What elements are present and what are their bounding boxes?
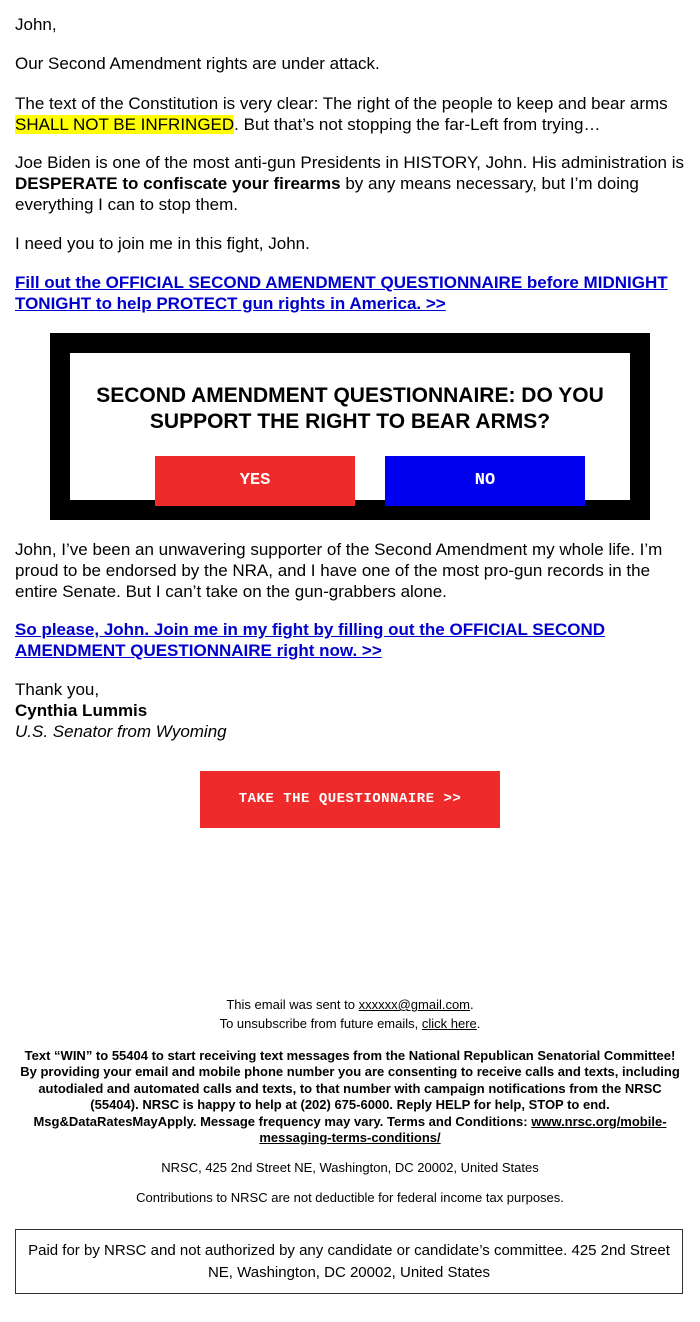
text-notice-body: Text “WIN” to 55404 to start receiving text messages from the National Republican Senatorial Committee! By providing your email and mobile phone number you are consenting to receive calls and texts, including autodialed and automated calls and texts, to that number with campaign notifications from the NRSC (55404). NRSC is happy to help at (202) 675-6000. Reply HELP for help, STOP to end. Msg&DataRatesMayApply. Message frequency may vary. Terms and Conditions: [20, 1048, 680, 1129]
tax-deduction-notice: Contributions to NRSC are not deductible for federal income tax purposes. [136, 1190, 564, 1205]
join-paragraph: I need you to join me in this fight, John. [15, 234, 310, 253]
cta-link-paragraph [15, 272, 685, 314]
biden-text-end: by any means necessary, but I’m doing everything I can to stop them. [15, 174, 639, 214]
constitution-text-end: . But that’s not stopping the far-Left from trying… [234, 115, 601, 134]
closing-text: Thank you, [15, 680, 100, 699]
signer-title: U.S. Senator from Wyoming [15, 722, 227, 741]
no-button[interactable]: NO [385, 456, 585, 506]
take-questionnaire-button[interactable]: TAKE THE QUESTIONNAIRE >> [200, 771, 500, 828]
signer-name: Cynthia Lummis [15, 701, 148, 720]
sent-to-notice [15, 996, 685, 1013]
recipient-email-link[interactable]: xxxxxx@gmail.com [358, 997, 471, 1012]
biden-paragraph [15, 152, 685, 215]
unsub-prefix: To unsubscribe from future emails, [219, 1016, 422, 1031]
paid-for-disclaimer: Paid for by NRSC and not authorized by any candidate or candidate’s committee. 425 2nd Street NE, Washington, DC 20002, United States [28, 1242, 670, 1281]
constitution-text-start: The text of the Constitution is very clear: The right of the people to keep and bear arms [15, 94, 668, 113]
text-messaging-notice [15, 1048, 685, 1146]
supporter-paragraph: John, I’ve been an unwavering supporter of the Second Amendment my whole life. I’m proud to be endorsed by the NRA, and I have one of the most pro-gun records in the entire Senate. But I can’t take on the gun-grabbers alone. [15, 540, 663, 601]
questionnaire-inner [70, 353, 630, 500]
cta-link-paragraph-bottom [15, 619, 685, 661]
sent-suffix: . [470, 997, 474, 1012]
highlighted-phrase: SHALL NOT BE INFRINGED [15, 115, 235, 134]
intro-paragraph: Our Second Amendment rights are under attack. [15, 54, 380, 73]
terms-link[interactable]: www.nrsc.org/mobile-messaging-terms-conditions/ [259, 1113, 667, 1146]
unsubscribe-link[interactable]: click here [421, 1016, 477, 1031]
questionnaire-title: SECOND AMENDMENT QUESTIONNAIRE: DO YOU SUPPORT THE RIGHT TO BEAR ARMS? [96, 384, 604, 433]
greeting: John, [15, 15, 57, 34]
questionnaire-link-bottom[interactable]: So please, John. Join me in my fight by filling out the OFFICIAL SECOND AMENDMENT QUESTIONNAIRE right now. >> [15, 620, 606, 660]
unsubscribe-notice [15, 1015, 685, 1032]
yes-button[interactable]: YES [155, 456, 355, 506]
biden-text-start: Joe Biden is one of the most anti-gun Presidents in HISTORY, John. His administration is [15, 153, 685, 172]
constitution-paragraph [15, 93, 685, 135]
sent-prefix: This email was sent to [226, 997, 359, 1012]
questionnaire-link-top[interactable]: Fill out the OFFICIAL SECOND AMENDMENT QUESTIONNAIRE before MIDNIGHT TONIGHT to help PROTECT gun rights in America. >> [15, 273, 668, 313]
bold-phrase: DESPERATE to confiscate your firearms [15, 174, 341, 193]
paid-for-disclaimer-box [15, 1229, 683, 1294]
signature-block [15, 679, 685, 742]
questionnaire-box [50, 333, 650, 520]
unsub-suffix: . [476, 1016, 481, 1031]
mailing-address: NRSC, 425 2nd Street NE, Washington, DC 20002, United States [161, 1160, 539, 1175]
